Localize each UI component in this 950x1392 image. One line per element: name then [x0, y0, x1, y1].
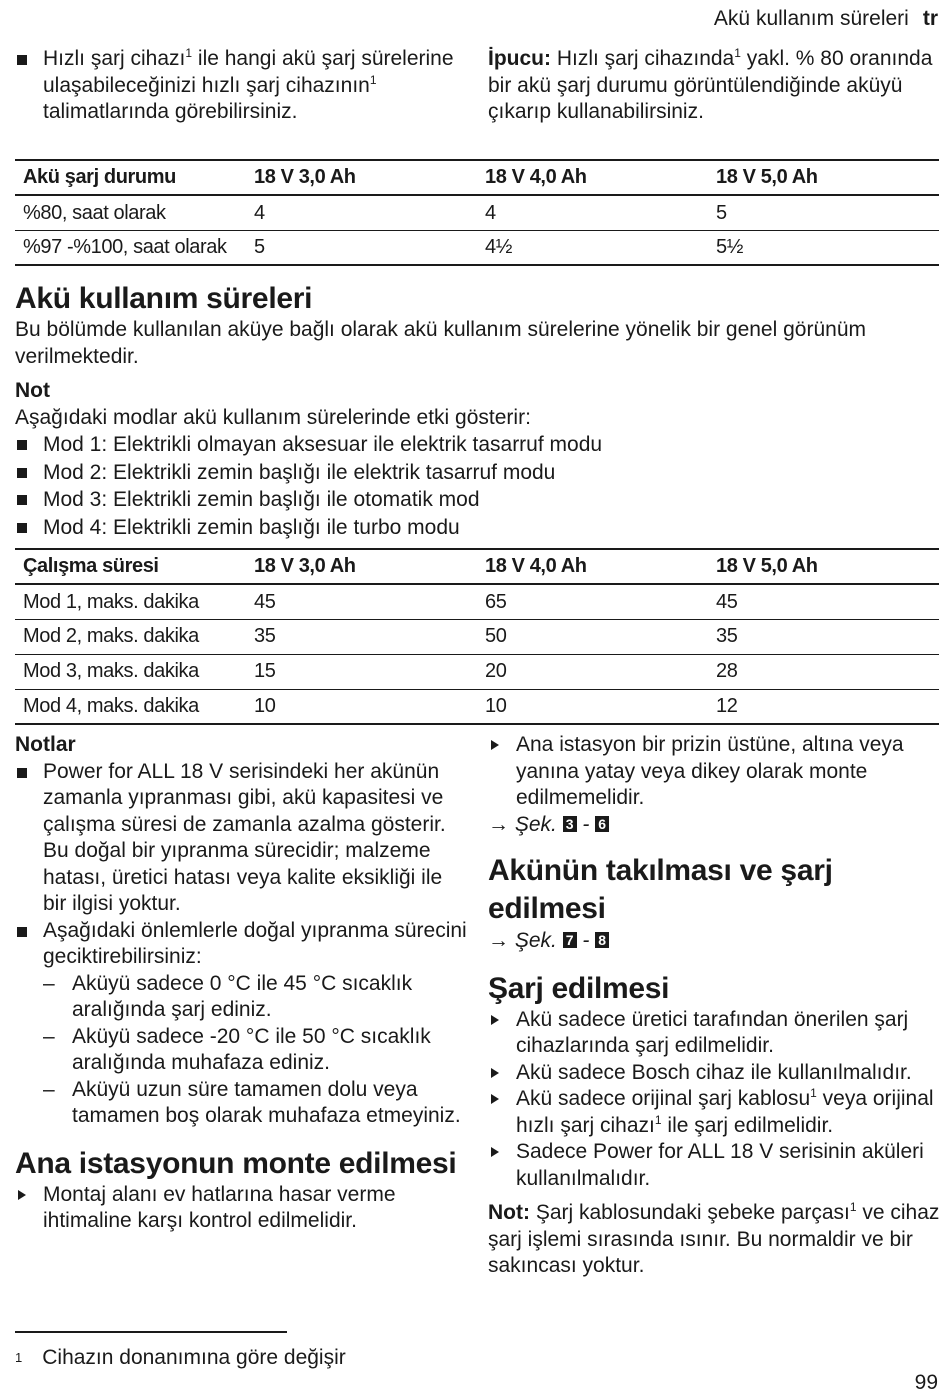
right-column-lower	[488, 732, 940, 1280]
footnote	[15, 1345, 346, 1372]
table-cell: 20	[485, 660, 507, 683]
table-cell: 15	[254, 660, 276, 683]
table-cell: %80, saat olarak	[23, 201, 166, 224]
footnote-divider	[15, 1331, 287, 1333]
usage-section	[15, 281, 940, 541]
sub-list-item: – Aküyü sadece 0 °C ile 45 °C sıcaklık aralığında şarj ediniz.	[15, 971, 470, 1024]
table-cell: 65	[485, 590, 507, 613]
header-language: tr	[922, 7, 938, 30]
footnote-ref: 1	[849, 1200, 857, 1214]
table-row	[15, 584, 939, 619]
table-row	[15, 654, 939, 689]
tip-label: İpucu:	[488, 47, 551, 70]
list-item: Akü sadece üretici tarafından önerilen şarj cihazlarında şarj edilmelidir.	[488, 1007, 940, 1060]
table-cell: 5	[254, 236, 265, 258]
section-title-mount: Ana istasyonun monte edilmesi	[15, 1146, 457, 1180]
table-cell: Mod 1, maks. dakika	[23, 590, 199, 613]
note-text: Aşağıdaki modlar akü kullanım sürelerinde etki gösterir:	[15, 405, 531, 429]
list-item: Power for ALL 18 V serisindeki her akünün zamanla yıpranması gibi, akü kapasitesi ve çalışma süresi de zamanla azalma gösterir. Bu doğal bir yıpranma sürecidir; malzeme hatası, üretici hatası veya kalite eksikliği ile bir ilgisi yoktur.	[15, 759, 470, 918]
table-cell: Mod 3, maks. dakika	[23, 660, 199, 683]
list-item: Akü sadece Bosch cihaz ile kullanılmalıdır.	[488, 1060, 940, 1087]
table-cell: %97 -%100, saat olarak	[23, 236, 227, 258]
column-header: 18 V 5,0 Ah	[716, 166, 818, 189]
column-header: Akü şarj durumu	[23, 166, 176, 189]
list-item: Sadece Power for ALL 18 V serisinin aküleri kullanılmalıdır.	[488, 1139, 940, 1192]
table-header-row	[15, 549, 939, 584]
footnote-ref: 1	[810, 1086, 817, 1100]
top-left-column	[15, 46, 470, 126]
table-cell: 35	[254, 625, 276, 648]
list-item-text: ile şarj edilmelidir.	[661, 1113, 834, 1137]
table-row	[15, 689, 939, 724]
fast-charger-bullet	[15, 46, 470, 126]
header-section-title: Akü kullanım süreleri	[713, 7, 909, 30]
table-cell: 12	[716, 695, 738, 717]
table-cell: 4	[485, 201, 496, 224]
list-item	[488, 1086, 940, 1139]
column-header: 18 V 4,0 Ah	[485, 166, 587, 189]
list-item: Aşağıdaki önlemlerle doğal yıpranma sürecini geciktirebilirsiniz:	[15, 918, 470, 971]
page-number: 99	[914, 1371, 938, 1392]
table-cell: Mod 4, maks. dakika	[23, 695, 199, 717]
table-row	[15, 195, 939, 230]
tip-text: Hızlı şarj cihazında	[551, 47, 735, 70]
table-cell: 45	[254, 590, 276, 613]
figure-label: Şek.	[514, 929, 557, 952]
note-text: ve cihaz şarj işlemi sırasında ısınır. Bu normaldir ve bir sakıncası yoktur.	[488, 1201, 940, 1277]
charge-time-table	[15, 159, 939, 266]
sub-list-item: – Aküyü uzun süre tamamen dolu veya tamamen boş olarak muhafaza etmeyiniz.	[15, 1077, 470, 1130]
tip-paragraph	[488, 46, 940, 126]
bullet-text: ile hangi akü şarj sürelerine ulaşabileceğinizi hızlı şarj cihazının	[43, 47, 454, 97]
table-cell: 50	[485, 625, 507, 648]
list-item: Mod 3: Elektrikli zemin başlığı ile otomatik mod	[15, 486, 940, 514]
footnote-ref: 1	[654, 1112, 662, 1127]
figure-label: Şek.	[514, 812, 557, 836]
list-item: Mod 2: Elektrikli zemin başlığı ile elektrik tasarruf modu	[15, 459, 940, 487]
table-header-row	[15, 160, 939, 195]
list-item-text: Akü sadece orijinal şarj kablosu	[516, 1087, 811, 1110]
note-label: Not	[15, 379, 50, 402]
note-text: Şarj kablosundaki şebeke parçası	[529, 1201, 850, 1224]
column-header: 18 V 5,0 Ah	[716, 555, 818, 578]
charging-note	[488, 1200, 940, 1280]
footnote-ref: 1	[185, 46, 193, 60]
footnote-ref: 1	[369, 72, 377, 87]
table-cell: 28	[716, 660, 738, 683]
tip-text: yakl. % 80 oranında bir akü şarj durumu görüntülendiğinde aküyü çıkarıp kullanabilirsiniz.	[488, 47, 933, 123]
range-separator: -	[582, 812, 590, 836]
section-title-usage: Akü kullanım süreleri	[15, 282, 313, 315]
notes-label: Notlar	[15, 733, 76, 756]
section-title-insert: Akünün takılması ve şarj edilmesi	[488, 854, 833, 925]
usage-intro: Bu bölümde kullanılan aküye bağlı olarak akü kullanım sürelerine yönelik bir genel görünüm verilmektedir.	[15, 318, 866, 368]
section-title-charging: Şarj edilmesi	[488, 971, 670, 1005]
table-cell: 10	[254, 695, 276, 717]
arrow-icon: →	[488, 812, 509, 836]
table-cell: 35	[716, 625, 738, 648]
running-header	[714, 6, 938, 33]
footnote-ref: 1	[734, 46, 741, 60]
figure-reference	[488, 812, 940, 839]
table-row	[15, 619, 939, 654]
table-cell: 10	[485, 695, 507, 717]
footnote-text: Cihazın donanımına göre değişir	[42, 1346, 346, 1369]
list-item: Mod 1: Elektrikli olmayan aksesuar ile elektrik tasarruf modu	[15, 431, 940, 459]
table-cell: 45	[716, 590, 738, 613]
arrow-icon: →	[488, 929, 509, 952]
bullet-text: Hızlı şarj cihazı	[43, 47, 186, 70]
table-cell: 4	[254, 201, 265, 224]
range-separator: -	[582, 929, 590, 952]
table-cell: Mod 2, maks. dakika	[23, 625, 199, 648]
list-item-text: veya orijinal hızlı şarj cihazı	[516, 1087, 934, 1137]
footnote-number: 1	[15, 1350, 23, 1365]
table-row	[15, 230, 939, 265]
column-header: 18 V 4,0 Ah	[485, 555, 587, 578]
table-cell: 5	[716, 201, 727, 224]
note-label: Not:	[488, 1201, 530, 1224]
figure-number-badge: 3	[563, 816, 577, 832]
column-header: 18 V 3,0 Ah	[254, 166, 356, 189]
notes-section	[15, 732, 470, 1235]
table-cell: 5½	[716, 236, 744, 258]
list-item: Mod 4: Elektrikli zemin başlığı ile turbo modu	[15, 514, 940, 542]
runtime-table	[15, 548, 939, 725]
bullet-text: talimatlarında görebilirsiniz.	[43, 100, 298, 123]
table-cell: 4½	[485, 236, 513, 258]
list-item: Montaj alanı ev hatlarına hasar verme ihtimaline karşı kontrol edilmelidir.	[15, 1182, 470, 1235]
column-header: Çalışma süresi	[23, 555, 159, 578]
figure-number-badge: 6	[595, 816, 609, 832]
list-item: Ana istasyon bir prizin üstüne, altına veya yanına yatay veya dikey olarak monte edilmemelidir.	[488, 732, 940, 812]
sub-list-item: – Aküyü sadece -20 °C ile 50 °C sıcaklık aralığında muhafaza ediniz.	[15, 1024, 470, 1077]
column-header: 18 V 3,0 Ah	[254, 555, 356, 578]
figure-reference	[488, 928, 940, 955]
figure-number-badge: 7	[563, 932, 577, 948]
figure-number-badge: 8	[595, 932, 609, 948]
